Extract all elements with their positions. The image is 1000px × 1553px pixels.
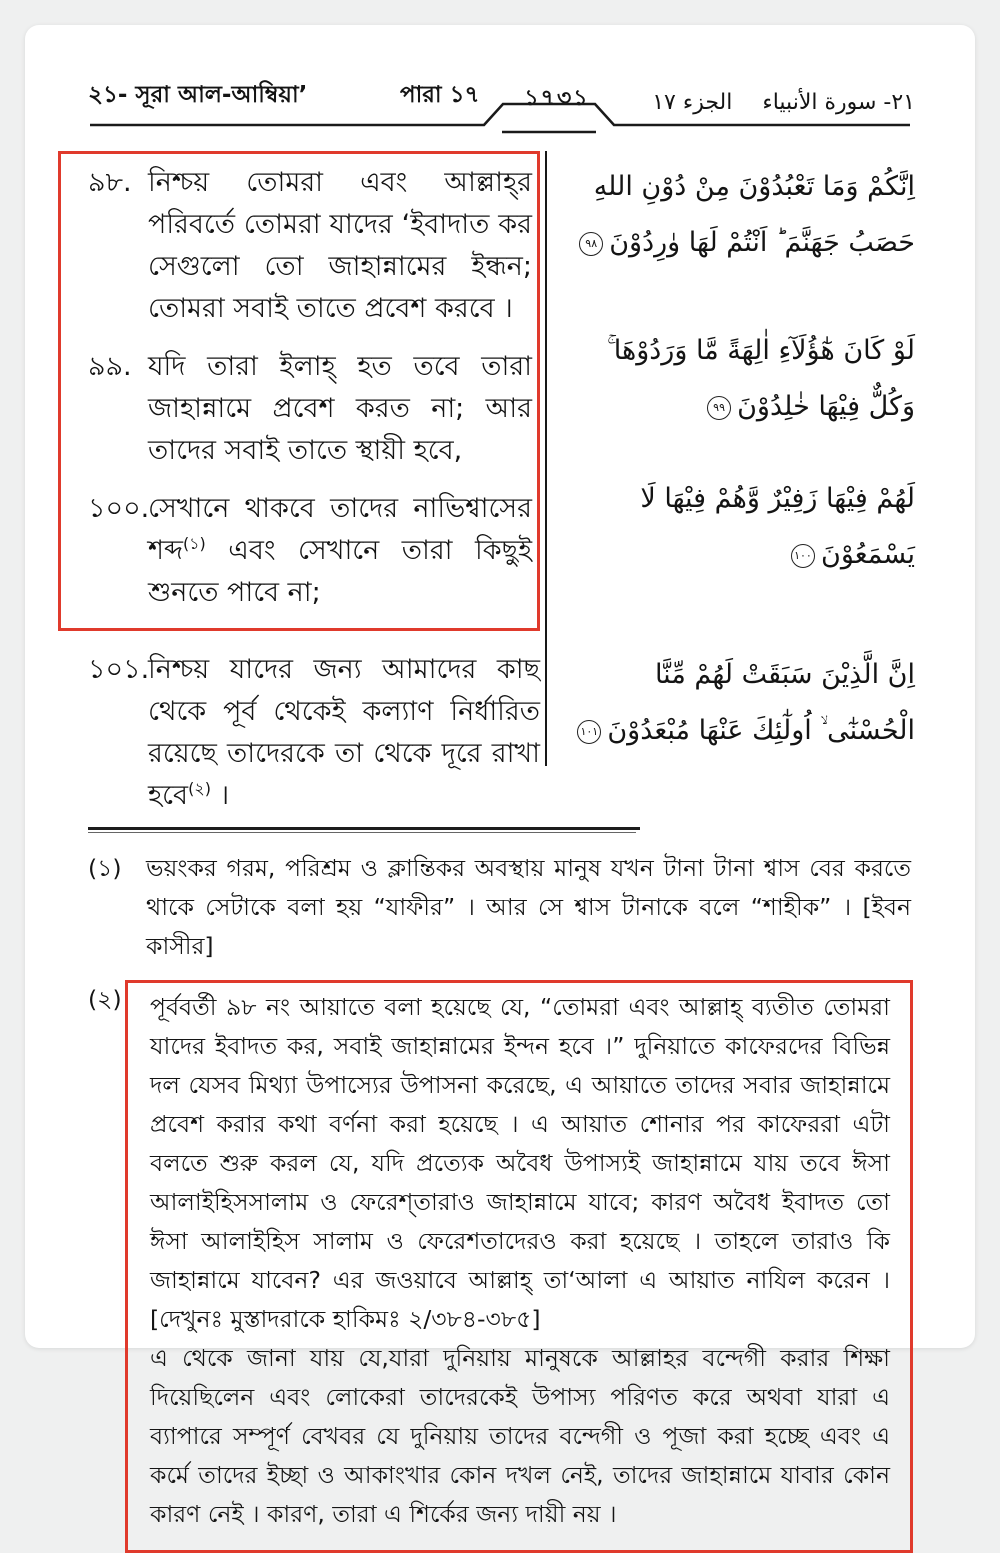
verse-98-arabic [561, 159, 915, 271]
header-rule [88, 99, 915, 139]
verse-99-bengali [88, 346, 532, 472]
arabic-column [547, 151, 915, 817]
footnote-1-text: ভয়ংকর গরম, পরিশ্রম ও ক্লান্তিকর অবস্থায় মানুষ যখন টানা টানা শ্বাস বের করতে থাকে সেটাকে বলা হয় “যাফীর” । আর সে শ্বাস টানাকে বলে “শাহীক” । [ইবন কাসীর] [146, 854, 911, 960]
footnotes-section [88, 849, 915, 1553]
footnote-ref-1: (১) [182, 534, 206, 553]
verse-text [148, 162, 532, 330]
verse-text-tail: । [210, 780, 230, 811]
verse-99-arabic [561, 323, 915, 435]
separator-line-shadow [88, 832, 636, 833]
verse-101-arabic [561, 647, 915, 759]
ayah-text: لَهُمْ فِيْهَا زَفِيْرٌ وَّهُمْ فِيْهَا لَا يَسْمَعُوْنَ [640, 483, 915, 570]
ayah-text: اِنَّكُمْ وَمَا تَعْبُدُوْنَ مِنْ دُوْنِ اللهِ حَصَبُ جَهَنَّمَ ؕ اَنْتُمْ لَهَا وٰرِدُوْنَ [593, 171, 915, 258]
verse-text [148, 346, 532, 472]
verse-number: ৯৮. [88, 167, 132, 198]
footnote-separator [88, 827, 915, 833]
verse-number: ৯৯. [88, 351, 132, 382]
verse-number: ১০০. [88, 493, 150, 524]
ayah-end-marker: ١٠١ [577, 720, 601, 744]
verse-text-main: নিশ্চয় তোমরা এবং আল্লাহ্‌র পরিবর্তে তোমরা যাদের ‘ইবাদাত কর সেগুলো তো জাহান্নামের ইন্ধন; তোমরা সবাই তাতে প্রবেশ করবে । [148, 167, 532, 324]
book-page [25, 25, 975, 1528]
verse-100-bengali [88, 488, 532, 614]
verse-98-bengali [88, 162, 532, 330]
surah-title-arabic: ٢١- سورة الأنبياء [762, 90, 915, 115]
separator-line [88, 827, 640, 830]
verse-text-main: সেখানে থাকবে তাদের নাভিশ্বাসের শব্দ [148, 493, 532, 566]
verse-text [148, 488, 532, 614]
verse-text [148, 649, 540, 817]
ayah-end-marker: ١٠٠ [791, 544, 815, 568]
verse-number: ১০১. [88, 654, 150, 685]
verse-101-bengali [88, 649, 540, 817]
footnote-2-label: (২) [88, 985, 122, 1013]
highlight-box-verses-98-100 [58, 151, 540, 631]
para-label: পারা ১৭ [400, 82, 480, 108]
main-content [88, 151, 915, 817]
verse-text-main: নিশ্চয় যাদের জন্য আমাদের কাছ থেকে পূর্ব থেকেই কল্যাণ নির্ধারিত রয়েছে তাদেরকে তা থেকে দূরে রাখা হবে [148, 654, 540, 811]
highlight-box-footnote-2 [125, 980, 913, 1553]
verse-100-arabic [561, 471, 915, 583]
footnote-1-label: (১) [88, 854, 122, 882]
ayah-end-marker: ٩٨ [579, 232, 603, 256]
footnote-2-paragraph-2: এ থেকে জানা যায় যে,যারা দুনিয়ায় মানুষকে আল্লাহর বন্দেগী করার শিক্ষা দিয়েছিলেন এবং লোকেরা তাদেরকেই উপাস্য পরিণত করে অথবা যারা এ ব্যাপারে সম্পূর্ণ বেখবর যে দুনিয়ায় তাদের বন্দেগী ও পূজা করা হচ্ছে এবং এ কর্মে তাদের ইচ্ছা ও আকাংখার কোন দখল নেই, তাদের জাহান্নামে যাবার কোন কারণ নেই । কারণ, তারা এ শির্কের জন্য দায়ী নয় । [150, 1344, 890, 1528]
ayah-text: اِنَّ الَّذِيْنَ سَبَقَتْ لَهُمْ مِّنَّا الْحُسْنٰٓى ۙ اُولٰٓئِكَ عَنْهَا مُبْعَدُوْنَ [607, 659, 915, 746]
bengali-column [88, 151, 540, 817]
footnote-2-paragraph-1: পূর্ববর্তী ৯৮ নং আয়াতে বলা হয়েছে যে, “তোমরা এবং আল্লাহ্‌ ব্যতীত তোমরা যাদের ইবাদত কর, সবাই জাহান্নামের ইন্দন হবে ।” দুনিয়াতে কাফেরদের বিভিন্ন দল যেসব মিথ্যা উপাস্যের উপাসনা করেছে, এ আয়াতে তাদের সবার জাহান্নামে প্রবেশ করার কথা বর্ণনা করা হয়েছে । এ আয়াত শোনার পর কাফেররা এটা বলতে শুরু করল যে, যদি প্রত্যেক অবৈধ উপাস্যই জাহান্নামে যায় তবে ঈসা আলাইহিসসালাম ও ফেরেশ্‌তারাও জাহান্নামে যাবে; কারণ অবৈধ ইবাদত তো ঈসা আলাইহিস সালাম ও ফেরেশতাদেরও করা হয়েছে । তাহলে তারাও কি জাহান্নামে যাবেন? এর জওয়াবে আল্লাহ্‌ তা‘আলা এ আয়াত নাযিল করেন । [দেখুনঃ মুস্তাদরাকে হাকিমঃ ২/৩৮৪-৩৮৫] [150, 993, 890, 1333]
verse-text-tail: এবং সেখানে তারা কিছুই শুনতে পাবে না; [148, 535, 532, 608]
ayah-text: لَوْ كَانَ هٰٓؤُلَآءِ اٰلِهَةً مَّا وَرَدُوْهَا ۚ وَكُلٌّ فِيْهَا خٰلِدُوْنَ [607, 335, 915, 422]
page-header [88, 59, 915, 127]
footnote-ref-2: (২) [188, 779, 211, 798]
ayah-end-marker: ٩٩ [707, 396, 731, 420]
footnote-2 [88, 980, 915, 1553]
verse-text-main: যদি তারা ইলাহ্‌ হত তবে তারা জাহান্নামে প্রবেশ করত না; আর তাদের সবাই তাতে স্থায়ী হবে, [148, 351, 532, 466]
page-number: ১৭৩১ [524, 86, 590, 111]
footnote-1 [88, 849, 915, 966]
surah-title-bengali: ২১- সূরা আল-আম্বিয়া’ [88, 82, 308, 108]
juz-label: الجزء ١٧ [652, 90, 733, 115]
